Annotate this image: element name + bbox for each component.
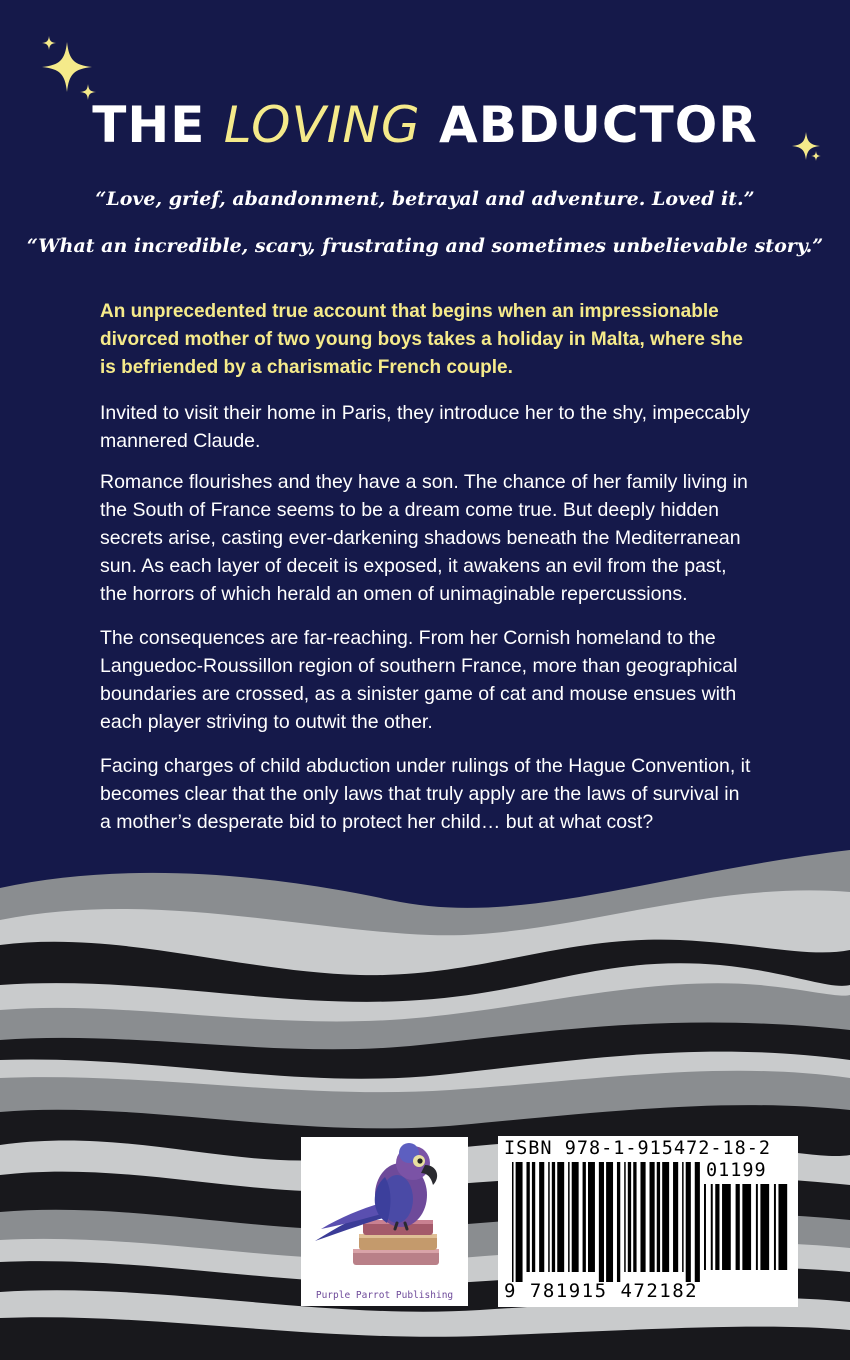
barcode-bar-0 (512, 1162, 514, 1282)
barcode-bar-10 (583, 1162, 586, 1272)
barcode-bar-16 (628, 1162, 631, 1272)
barcode-bar-8 (774, 1184, 776, 1270)
barcode-bar-0 (704, 1184, 706, 1270)
review-quote-1: “Love, grief, abandonment, betrayal and adventure. Loved it.” (95, 188, 755, 210)
blurb-lead-paragraph: An unprecedented true account that begins when an impressionable divorced mother of two young boys takes a holiday in Malta, where she is befriended by a charismatic French couple. (100, 301, 743, 378)
barcode-bar-7 (557, 1162, 564, 1272)
barcode-bar-17 (633, 1162, 636, 1272)
blurb-paragraph-2: Romance flourishes and they have a son. The chance of her family living in the South of France seems to be a dream come true. But deeply hidden secrets arise, casting ever-darkening shadows beneath the Mediterranean sun. As each layer of deceit is exposed, it awakens an evil from the past, the horrors of which herald an omen of unimaginable repercussions. (100, 471, 748, 605)
barcode-bar-24 (686, 1162, 691, 1282)
barcode-bar-6 (552, 1162, 555, 1272)
publisher-name: Purple Parrot Publishing (315, 1290, 454, 1301)
barcode-bar-12 (599, 1162, 604, 1282)
barcode-bar-14 (617, 1162, 620, 1282)
barcode-bar-15 (624, 1162, 626, 1272)
blurb-paragraph-3: The consequences are far-reaching. From her Cornish homeland to the Languedoc-Roussillon region of southern France, more than geographical boundaries are crossed, as a sinister game of cat and mouse ensues with each player striving to outwit the other. (100, 627, 738, 733)
barcode-bar-7 (760, 1184, 769, 1270)
title-word-abductor: ABDUCTOR (439, 96, 758, 154)
review-quote-2: “What an incredible, scary, frustrating and sometimes unbelievable story.” (26, 235, 824, 257)
barcode-bar-2 (526, 1162, 529, 1272)
barcode-bar-18 (640, 1162, 645, 1272)
barcode-bars (512, 1162, 702, 1282)
barcode-bar-22 (673, 1162, 678, 1272)
blurb-paragraph-1: Invited to visit their home in Paris, they introduce her to the shy, impeccably mannered Claude. (100, 402, 750, 452)
barcode-bar-9 (778, 1184, 787, 1270)
purple-parrot-on-books-icon (301, 1137, 468, 1287)
blurb-paragraph-4: Facing charges of child abduction under rulings of the Hague Convention, it becomes clear that the only laws that truly apply are the laws of survival in a mother’s desperate bid to protect her child… but at what cost? (100, 755, 751, 833)
barcode-bar-6 (756, 1184, 758, 1270)
isbn-label: ISBN 978-1-915472-18-2 (504, 1138, 772, 1159)
publisher-logo (301, 1137, 468, 1306)
barcode-addon-bars (704, 1184, 792, 1280)
title-word-the: THE (92, 96, 206, 154)
price-code: 01199 (706, 1160, 767, 1181)
barcode-bar-5 (742, 1184, 751, 1270)
barcode-bar-9 (572, 1162, 579, 1272)
barcode-bar-1 (711, 1184, 713, 1270)
barcode-bar-8 (568, 1162, 570, 1272)
barcode-bar-23 (682, 1162, 684, 1272)
barcode-bar-19 (650, 1162, 655, 1272)
barcode-bar-3 (722, 1184, 731, 1270)
isbn-digits: 9 781915 472182 (504, 1280, 699, 1302)
barcode-bar-4 (539, 1162, 544, 1272)
book-title (0, 96, 850, 154)
barcode-bar-5 (548, 1162, 550, 1272)
barcode-bar-1 (516, 1162, 523, 1282)
barcode-bar-3 (532, 1162, 535, 1272)
isbn-barcode (498, 1136, 798, 1307)
barcode-bar-13 (606, 1162, 613, 1282)
barcode-bar-11 (588, 1162, 595, 1272)
sparkle-star-tiny-icon (42, 36, 56, 50)
barcode-bar-2 (715, 1184, 719, 1270)
barcode-bar-21 (662, 1162, 669, 1272)
title-word-loving: LOVING (223, 96, 421, 154)
barcode-bar-20 (657, 1162, 660, 1272)
barcode-bar-25 (695, 1162, 700, 1282)
barcode-bar-4 (736, 1184, 740, 1270)
